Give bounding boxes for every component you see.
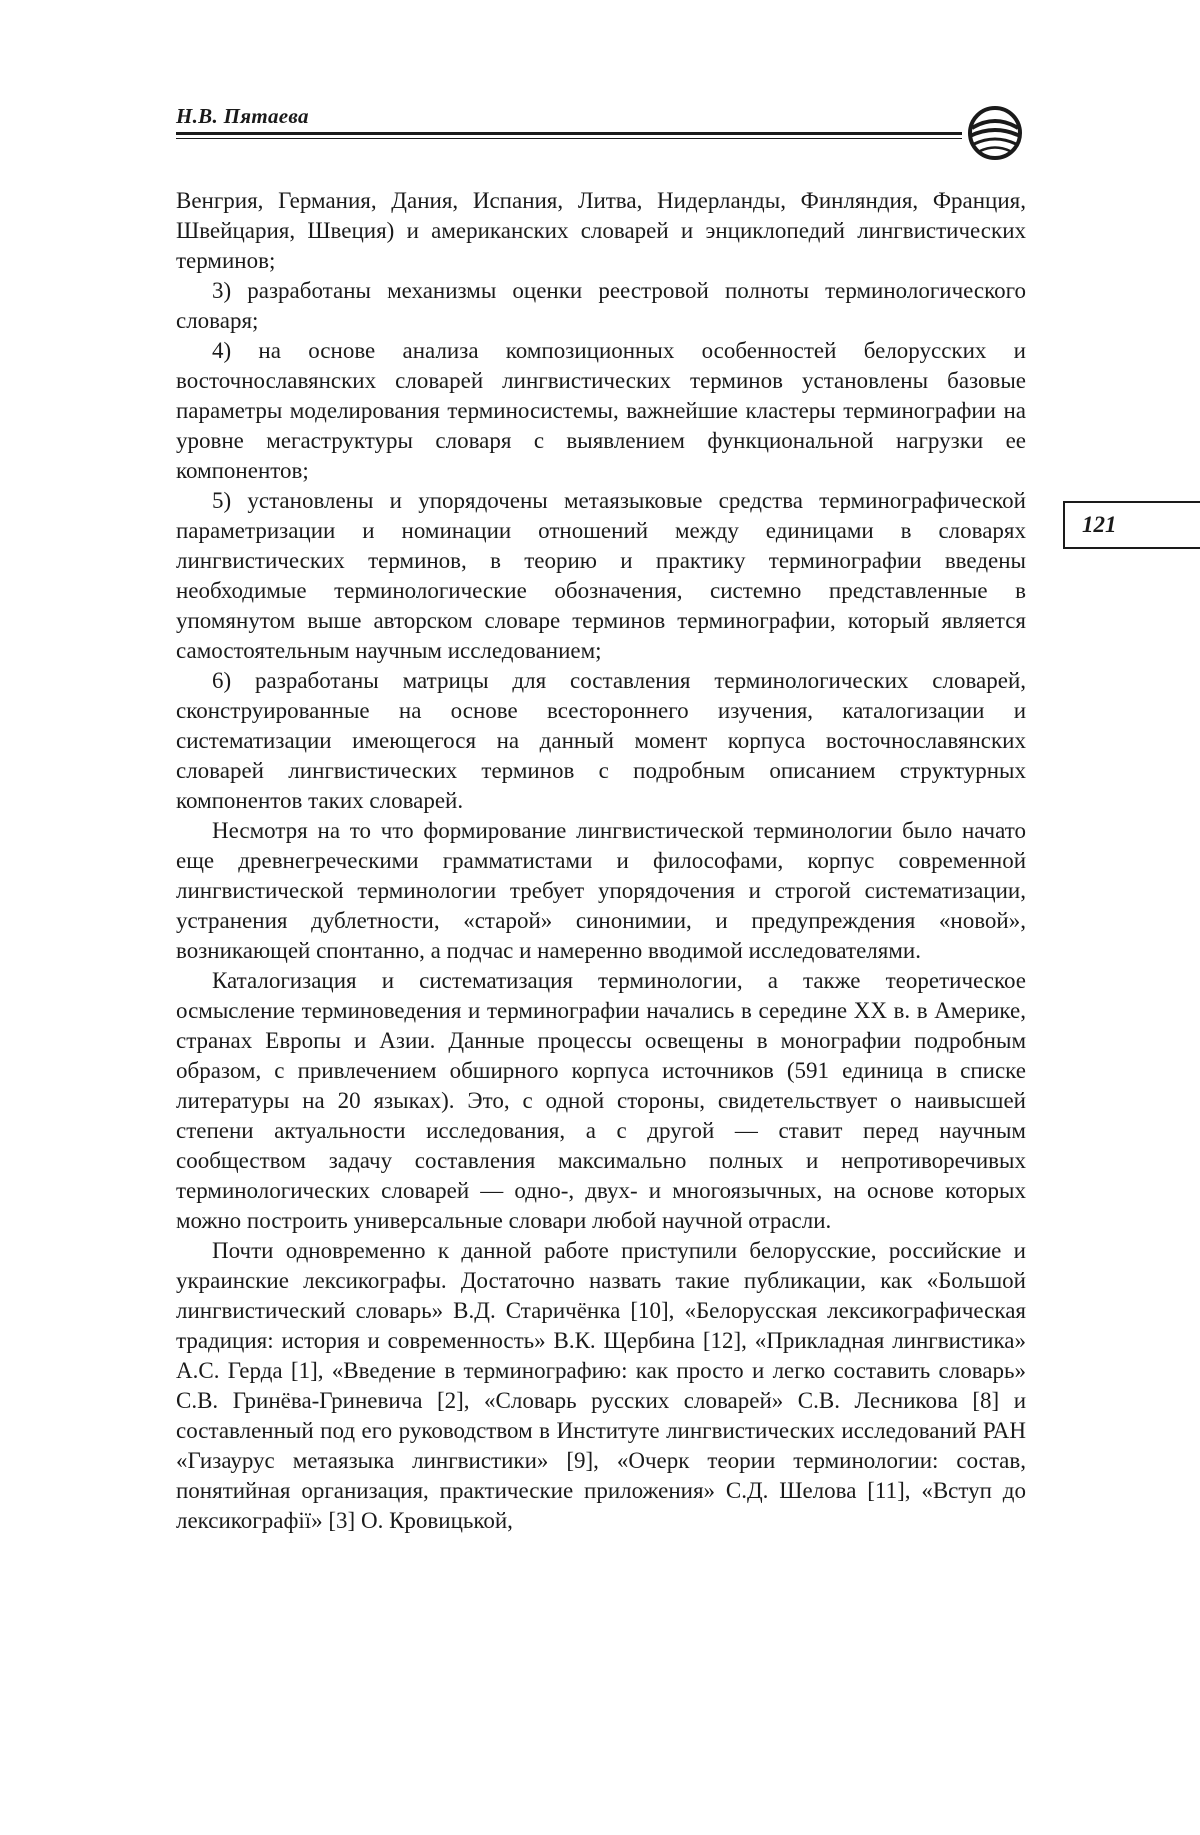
publisher-logo-icon [964, 104, 1026, 162]
page-number: 121 [1082, 512, 1117, 537]
body-text [176, 186, 1026, 1536]
page-number-box [1063, 501, 1200, 549]
paragraph-2: 3) разработаны механизмы оценки реестровой полноты терминологического словаря; [176, 278, 1026, 333]
header-rule-thin [176, 138, 962, 139]
paragraph-3: 4) на основе анализа композиционных особенностей белорусских и восточнославянских словарей лингвистических терминов установлены базовые параметры моделирования терминосистемы, важнейшие кластеры терминографии на уровне мегаструктуры словаря с выявлением функциональной нагрузки ее компонентов; [176, 338, 1026, 483]
paragraph-1: Венгрия, Германия, Дания, Испания, Литва, Нидерланды, Финляндия, Франция, Швейцария, Швеция) и американских словарей и энциклопедий лингвистических терминов; [176, 188, 1026, 273]
paragraph-4: 5) установлены и упорядочены метаязыковые средства терминографической параметризации и номинации отношений между единицами в словарях лингвистических терминов, в теорию и практику терминографии введены необходимые терминологические обозначения, системно представленные в упомянутом выше авторском словаре терминов терминографии, который является самостоятельным научным исследованием; [176, 488, 1026, 663]
paragraph-6: Несмотря на то что формирование лингвистической терминологии было начато еще древнегреческими грамматистами и философами, корпус современной лингвистической терминологии требует упорядочения и строгой систематизации, устранения дублетности, «старой» синонимии, и предупреждения «новой», возникающей спонтанно, а подчас и намеренно вводимой исследователями. [176, 818, 1026, 963]
paragraph-7: Каталогизация и систематизация терминологии, а также теоретическое осмысление терминоведения и терминографии начались в середине XX в. в Америке, странах Европы и Азии. Данные процессы освещены в монографии подробным образом, с привлечением обширного корпуса источников (591 единица в списке литературы на 20 языках). Это, с одной стороны, свидетельствует о наивысшей степени актуальности исследования, а с другой — ставит перед научным сообществом задачу составления максимально полных и непротиворечивых терминологических словарей — одно-, двух- и многоязычных, на основе которых можно построить универсальные словари любой научной отрасли. [176, 968, 1026, 1233]
paragraph-8: Почти одновременно к данной работе приступили белорусские, российские и украинские лексикографы. Достаточно назвать такие публикации, как «Большой лингвистический словарь» В.Д. Старичёнка [10], «Белорусская лексикографическая традиция: история и современность» В.К. Щербина [12], «Прикладная лингвистика» А.С. Герда [1], «Введение в терминографию: как просто и легко составить словарь» С.В. Гринёва-Гриневича [2], «Словарь русских словарей» С.В. Лесникова [8] и составленный под его руководством в Институте лингвистических исследований РАН «Гизаурус метаязыка лингвистики» [9], «Очерк теории терминологии: состав, понятийная организация, практические приложения» С.Д. Шелова [11], «Вступ до лексикографії» [3] О. Кровицькой, [176, 1238, 1026, 1533]
header-rule-thick [176, 132, 962, 135]
running-head-author: Н.В. Пятаева [176, 104, 309, 128]
paragraph-5: 6) разработаны матрицы для составления терминологических словарей, сконструированные на основе всестороннего изучения, каталогизации и систематизации имеющегося на данный момент корпуса восточнославянских словарей лингвистических терминов с подробным описанием структурных компонентов таких словарей. [176, 668, 1026, 813]
